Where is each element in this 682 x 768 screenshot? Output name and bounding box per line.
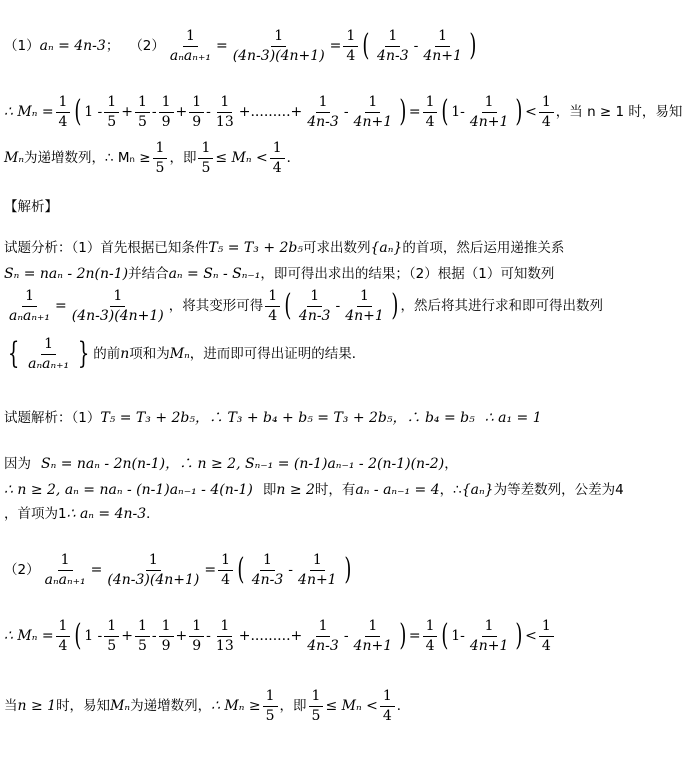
- answer-line-1: （1） aₙ = 4n-3 ； （2） $\frac{1}{\text{aₙaₙ₊₁}}$ = $\frac{1}{(4n-3)(4n+1)}$ = $\frac{1}{4}$ ( $\frac{1}{4n-3}$ - $\frac{1}{4n+1}$ ): [4, 28, 477, 64]
- ellipsis: +.........+: [238, 103, 303, 120]
- solution-line-3: ∴ n ≥ 2, aₙ = naₙ - (n-1)aₙ₋₁ - 4(n-1) 即 n ≥ 2 时，有 aₙ - aₙ₋₁ = 4 ，∴ {aₙ} 为等差数列，公差为4: [4, 482, 624, 499]
- fraction-b: $\frac{1}{4n+1}$: [423, 28, 462, 64]
- solution-line-7: 当 n ≥ 1 时，易知 Mₙ 为递增数列， ∴ Mₙ ≥ $\frac{1}{5}$ ，即 $\frac{1}{5}$ ≤ Mₙ < $\frac{1}{4}$ ．: [4, 688, 411, 724]
- solution-line-6: ∴ Mₙ = $\frac{1}{4}$ ( 1 - $\frac{1}{5}$ + $\frac{1}{5}$ - $\frac{1}{9}$ + $\frac{1}{9}$ - $\frac{1}{13}$ +.........+ $\frac{1}{4n-3}$ - $\frac{1}{4n+1}$ ) = $\frac{1}{4}$ ( 1- $\frac{1}{4n+1}$ ) < $\frac{1}{4}$: [4, 618, 626, 655]
- formula-an: aₙ = 4n-3: [39, 37, 106, 54]
- fraction-quarter: $\frac{1}{4}$: [343, 28, 358, 65]
- fraction-lhs: $\frac{1}{\text{aₙaₙ₊₁}}$: [169, 28, 211, 64]
- part-2-label: （2）: [129, 38, 165, 55]
- answer-line-2: ∴ Mₙ = $\frac{1}{4}$ ( 1 - $\frac{1}{5}$ + $\frac{1}{5}$ - $\frac{1}{9}$ + $\frac{1}{9}$ - $\frac{1}{13}$ +.........+ $\frac{1}{4n-3}$ - $\frac{1}{4n+1}$ ) = $\frac{1}{4}$ ( 1- $\frac{1}{4n+1}$ ) < $\frac{1}{4}$ ，当 n ≥ 1 时，易知: [4, 94, 682, 130]
- solution-line-1: 试题解析：（1） T₅ = T₃ + 2b₅ ，∴ T₃ + b₄ + b₅ = T₃ + 2b₅ ，∴ b₄ = b₅ ∴ a₁ = 1: [4, 410, 542, 427]
- analysis-heading: 【解析】: [4, 199, 58, 215]
- solution-line-2: 因为 Sₙ = naₙ - 2n(n-1) ，∴ n ≥ 2, Sₙ₋₁ = (n-1)aₙ₋₁ - 2(n-1)(n-2) ，: [4, 456, 458, 473]
- analysis-line-4: { $\frac{1}{\text{aₙaₙ₊₁}}$ } 的前 n 项和为 Mₙ ，进而即可得出证明的结果．: [7, 336, 366, 372]
- tail-text: ，当 n ≥ 1 时，易知: [555, 104, 682, 121]
- fraction-a: $\frac{1}{4n-3}$: [377, 28, 409, 64]
- mn-lhs: ∴ Mₙ =: [4, 103, 54, 120]
- solution-line-5: （2） $\frac{1}{\text{aₙaₙ₊₁}}$ = $\frac{1}{(4n-3)(4n+1)}$ = $\frac{1}{4}$ ( $\frac{1}{4n-3}$ - $\frac{1}{4n+1}$ ): [4, 552, 351, 588]
- fraction-mid: $\frac{1}{(4n-3)(4n+1)}$: [232, 28, 325, 64]
- answer-line-3: Mₙ 为递增数列，∴ Mₙ ≥ $\frac{1}{5}$ ，即 $\frac{1}{5}$ ≤ Mₙ < $\frac{1}{4}$ ．: [4, 140, 301, 176]
- analysis-line-2: Sₙ = naₙ - 2n(n-1) 并结合 aₙ = Sₙ - Sₙ₋₁ ，即可得出求出的结果；（2）根据（1）可知数列: [4, 266, 555, 283]
- analysis-line-1: 试题分析：（1）首先根据已知条件 T₅ = T₃ + 2b₅ 可求出数列 {aₙ} 的首项，然后运用递推关系: [4, 240, 565, 257]
- separator: ；: [105, 38, 120, 55]
- analysis-line-3: $\frac{1}{\text{aₙaₙ₊₁}}$ = $\frac{1}{(4n-3)(4n+1)}$ ，将其变形可得 $\frac{1}{4}$ ( $\frac{1}{4n-3}$ - $\frac{1}{4n+1}$ ) ，然后将其进行求和即可得出数列: [9, 288, 603, 324]
- solution-line-4: ，首项为1 ∴ aₙ = 4n-3 ．: [4, 506, 160, 523]
- part-1-label: （1）: [4, 38, 40, 55]
